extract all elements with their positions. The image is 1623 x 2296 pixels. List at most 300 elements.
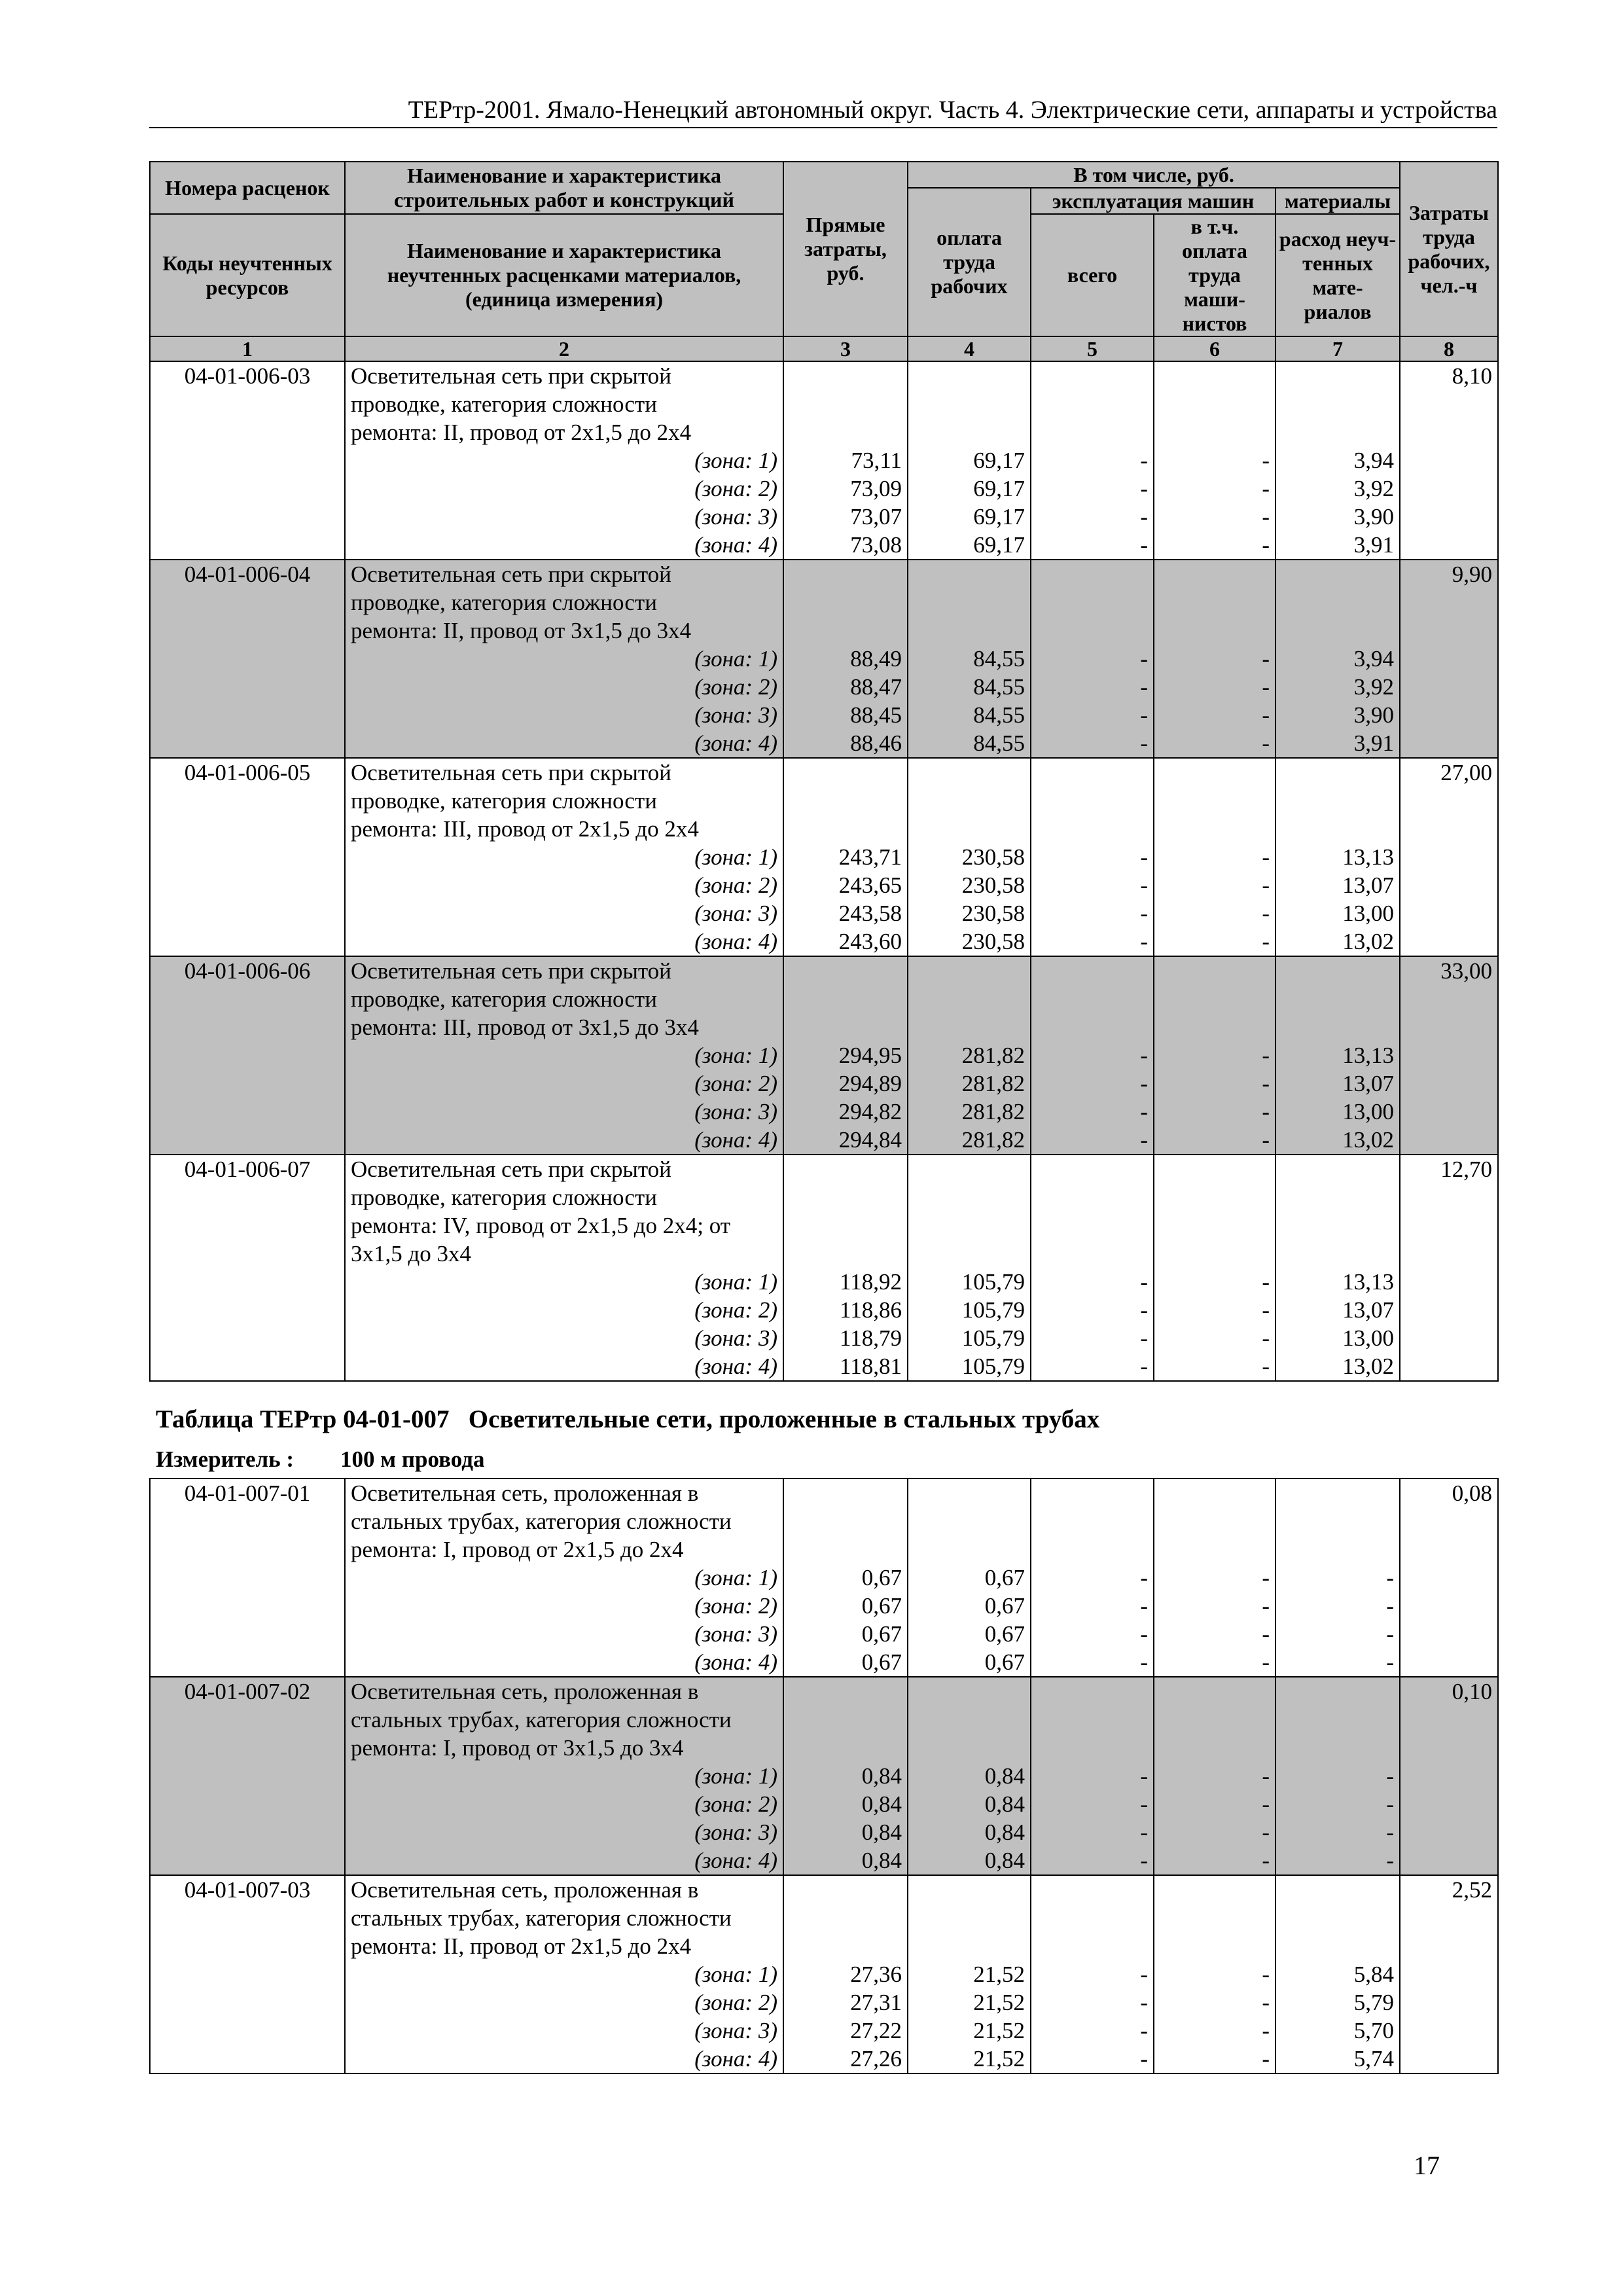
value-incl: - [1262,1763,1270,1789]
cell-incl [1154,1155,1275,1381]
spacer [914,1479,1025,1507]
cell-labor: 2,52 [1400,1875,1498,2073]
spacer [1037,759,1148,787]
spacer [1281,1932,1394,1960]
spacer [1160,957,1270,985]
value-direct: 294,95 [838,1043,902,1068]
value-direct: 294,89 [838,1071,902,1096]
value-pay: 69,17 [973,532,1025,558]
zone-label: (зона: 3) [694,504,777,529]
value-incl: - [1262,929,1270,954]
spacer [1037,1183,1148,1211]
value-incl: - [1262,730,1270,756]
value-mat: 13,13 [1342,1269,1394,1295]
cell-pay [908,1677,1031,1875]
value-total: - [1140,929,1148,954]
value-total: - [1140,1763,1148,1789]
col-direct-costs: Прямые затраты, руб. [783,162,908,336]
zone-label: (зона: 4) [694,730,777,756]
description-line: стальных трубах, категория сложности [351,1707,732,1732]
cell-labor: 27,00 [1400,758,1498,956]
col-machines-total: всего [1031,214,1154,336]
value-pay: 105,79 [961,1354,1025,1379]
spacer [1160,787,1270,815]
value-direct: 88,46 [850,730,902,756]
spacer [789,1211,902,1240]
value-direct: 88,45 [850,702,902,728]
spacer [1281,815,1394,843]
col-machinist-pay: в т.ч. оплата труда маши-нистов [1154,214,1275,336]
spacer [1037,617,1148,645]
value-pay: 21,52 [973,2018,1025,2043]
spacer [1037,560,1148,588]
table1-body [150,361,1498,1381]
description-line: Осветительная сеть при скрытой [351,562,671,587]
cell-incl [1154,956,1275,1155]
spacer [789,1677,902,1706]
zone-label: (зона: 2) [694,1593,777,1619]
column-numbers-row [150,336,1498,361]
rate-description [345,956,783,1155]
value-incl: - [1262,844,1270,870]
cell-total [1031,758,1154,956]
spacer [789,1734,902,1762]
value-direct: 294,82 [838,1099,902,1124]
spacer [789,560,902,588]
col-labor-pay: оплата труда рабочих [908,188,1031,336]
spacer [1037,1876,1148,1904]
spacer [1037,1211,1148,1240]
value-direct: 73,08 [850,532,902,558]
value-total: - [1140,646,1148,672]
description-line: проводке, категория сложности [351,1185,657,1210]
rate-code: 04-01-007-02 [150,1677,345,1875]
section-heading: Осветительные сети, проложенные в стальных трубах [468,1405,1100,1433]
value-mat: 13,00 [1342,901,1394,926]
spacer [1037,362,1148,390]
spacer [914,815,1025,843]
cell-pay [908,560,1031,758]
spacer [1160,759,1270,787]
cell-pay [908,1155,1031,1381]
value-direct: 88,49 [850,646,902,672]
cell-mat [1275,361,1400,560]
cell-mat [1275,1677,1400,1875]
zone-label: (зона: 2) [694,1791,777,1817]
spacer [1160,390,1270,418]
spacer [914,985,1025,1013]
column-number-1: 1 [150,336,345,361]
value-incl: - [1262,1269,1270,1295]
spacer [1160,985,1270,1013]
value-total: - [1140,1791,1148,1817]
value-direct: 0,84 [861,1763,902,1789]
value-incl: - [1262,646,1270,672]
spacer [789,1240,902,1268]
column-number-7: 7 [1275,336,1400,361]
cell-total [1031,1155,1154,1381]
spacer [914,957,1025,985]
spacer [789,418,902,446]
cell-total [1031,956,1154,1155]
zone-label: (зона: 1) [694,1043,777,1068]
value-pay: 84,55 [973,674,1025,700]
spacer [914,1734,1025,1762]
zone-label: (зона: 4) [694,2046,777,2072]
value-incl: - [1262,1099,1270,1124]
value-total: - [1140,730,1148,756]
table-row [150,1875,1498,2073]
value-pay: 21,52 [973,1962,1025,1987]
spacer [914,1904,1025,1932]
rate-description [345,1875,783,2073]
spacer [789,985,902,1013]
value-direct: 118,92 [840,1269,902,1295]
spacer [789,815,902,843]
spacer [1281,560,1394,588]
cell-total [1031,1875,1154,2073]
value-direct: 294,84 [838,1127,902,1153]
spacer [1037,1240,1148,1268]
rate-description [345,361,783,560]
table-row [150,560,1498,758]
spacer [1037,1013,1148,1041]
value-pay: 69,17 [973,476,1025,501]
value-direct: 27,22 [850,2018,902,2043]
spacer [914,588,1025,617]
value-mat: 3,90 [1353,702,1394,728]
col-labor: Затраты труда рабочих, чел.-ч [1400,162,1498,336]
spacer [914,1706,1025,1734]
spacer [1160,1155,1270,1183]
zone-label: (зона: 1) [694,1763,777,1789]
value-direct: 0,84 [861,1820,902,1845]
cell-mat [1275,560,1400,758]
zone-label: (зона: 1) [694,1962,777,1987]
spacer [1037,957,1148,985]
spacer [1281,957,1394,985]
cell-direct [783,1479,908,1677]
rate-description [345,1155,783,1381]
description-line: Осветительная сеть при скрытой [351,958,671,984]
cell-incl [1154,1479,1275,1677]
value-total: - [1140,1962,1148,1987]
spacer [914,1211,1025,1240]
rate-code: 04-01-007-03 [150,1875,345,2073]
value-pay: 0,84 [984,1848,1025,1873]
table-row [150,1479,1498,1677]
zone-label: (зона: 4) [694,1649,777,1675]
value-pay: 281,82 [961,1071,1025,1096]
cell-direct [783,1155,908,1381]
cell-mat [1275,758,1400,956]
value-pay: 84,55 [973,702,1025,728]
value-total: - [1140,1649,1148,1675]
spacer [1281,1507,1394,1535]
value-mat: 3,94 [1353,646,1394,672]
spacer [1281,362,1394,390]
table2-body [150,1479,1498,2073]
column-number-6: 6 [1154,336,1275,361]
spacer [1281,1240,1394,1268]
value-total: - [1140,448,1148,473]
description-line: 3х1,5 до 3х4 [351,1241,472,1266]
spacer [1037,1479,1148,1507]
rate-code: 04-01-006-04 [150,560,345,758]
zone-label: (зона: 3) [694,1621,777,1647]
value-total: - [1140,674,1148,700]
description-line: проводке, категория сложности [351,391,657,417]
spacer [914,1677,1025,1706]
value-direct: 118,79 [840,1325,902,1351]
value-direct: 118,81 [840,1354,902,1379]
col-machines: эксплуатация машин [1031,188,1275,214]
value-direct: 73,09 [850,476,902,501]
value-mat: 3,94 [1353,448,1394,473]
spacer [1037,1507,1148,1535]
value-pay: 0,84 [984,1791,1025,1817]
table-row [150,1677,1498,1875]
spacer [1160,1013,1270,1041]
cell-pay [908,1875,1031,2073]
rate-code: 04-01-007-01 [150,1479,345,1677]
spacer [1281,1706,1394,1734]
value-pay: 0,84 [984,1820,1025,1845]
cell-incl [1154,560,1275,758]
cell-pay [908,758,1031,956]
spacer [1281,617,1394,645]
spacer [789,362,902,390]
value-total: - [1140,1354,1148,1379]
spacer [789,1904,902,1932]
description-line: проводке, категория сложности [351,788,657,814]
value-direct: 243,60 [838,929,902,954]
spacer [1160,362,1270,390]
spacer [789,1706,902,1734]
value-mat: 5,70 [1353,2018,1394,2043]
zone-label: (зона: 3) [694,1820,777,1845]
cell-incl [1154,1677,1275,1875]
zone-label: (зона: 2) [694,1297,777,1323]
value-pay: 281,82 [961,1127,1025,1153]
cell-direct [783,560,908,758]
zone-label: (зона: 2) [694,1990,777,2015]
spacer [914,1013,1025,1041]
value-mat: - [1386,1593,1394,1619]
value-mat: 13,00 [1342,1099,1394,1124]
value-total: - [1140,1621,1148,1647]
cell-mat [1275,1479,1400,1677]
spacer [914,617,1025,645]
zone-label: (зона: 2) [694,476,777,501]
cell-incl [1154,758,1275,956]
zone-label: (зона: 1) [694,646,777,672]
spacer [1281,1535,1394,1564]
spacer [1160,1535,1270,1564]
spacer [1281,1677,1394,1706]
meter-label: Измеритель : [156,1446,294,1472]
spacer [789,390,902,418]
table-row [150,956,1498,1155]
value-direct: 0,67 [861,1621,902,1647]
zone-label: (зона: 4) [694,1848,777,1873]
cell-labor: 33,00 [1400,956,1498,1155]
value-mat: - [1386,1565,1394,1590]
spacer [1037,1535,1148,1564]
cell-direct [783,361,908,560]
spacer [1160,588,1270,617]
zone-label: (зона: 3) [694,2018,777,2043]
cell-mat [1275,1155,1400,1381]
spacer [1281,759,1394,787]
value-direct: 73,11 [851,448,902,473]
value-pay: 230,58 [961,844,1025,870]
spacer [914,1876,1025,1904]
value-direct: 0,84 [861,1791,902,1817]
description-line: Осветительная сеть, проложенная в [351,1679,699,1704]
value-total: - [1140,702,1148,728]
spacer [1160,1734,1270,1762]
value-mat: 13,02 [1342,1354,1394,1379]
value-total: - [1140,1848,1148,1873]
value-direct: 27,36 [850,1962,902,1987]
spacer [1037,815,1148,843]
description-line: Осветительная сеть при скрытой [351,1157,671,1182]
description-line: ремонта: I, провод от 3х1,5 до 3х4 [351,1735,684,1761]
rate-description [345,1479,783,1677]
spacer [1281,1183,1394,1211]
value-incl: - [1262,1621,1270,1647]
value-mat: 5,84 [1353,1962,1394,1987]
value-mat: 5,79 [1353,1990,1394,2015]
page-header: ТЕРтр-2001. Ямало-Ненецкий автономный округ. Часть 4. Электрические сети, аппараты и устройства [149,96,1497,128]
cell-incl [1154,361,1275,560]
cell-total [1031,1677,1154,1875]
spacer [1037,390,1148,418]
spacer [1281,1904,1394,1932]
cell-incl [1154,1875,1275,2073]
spacer [914,1535,1025,1564]
value-mat: 13,07 [1342,1071,1394,1096]
spacer [789,1183,902,1211]
value-pay: 230,58 [961,929,1025,954]
value-total: - [1140,1820,1148,1845]
spacer [1037,1904,1148,1932]
value-incl: - [1262,1325,1270,1351]
rate-code: 04-01-006-03 [150,361,345,560]
spacer [1037,418,1148,446]
spacer [1160,617,1270,645]
spacer [789,1876,902,1904]
value-incl: - [1262,2046,1270,2072]
value-pay: 0,67 [984,1565,1025,1590]
value-direct: 88,47 [850,674,902,700]
value-direct: 73,07 [850,504,902,529]
value-pay: 0,67 [984,1649,1025,1675]
description-line: ремонта: II, провод от 2х1,5 до 2х4 [351,1933,692,1959]
value-pay: 105,79 [961,1297,1025,1323]
value-incl: - [1262,504,1270,529]
zone-label: (зона: 2) [694,872,777,898]
value-mat: 13,00 [1342,1325,1394,1351]
cell-labor: 0,10 [1400,1677,1498,1875]
spacer [914,418,1025,446]
col-codes: Коды неучтенных ресурсов [150,214,345,336]
spacer [914,1507,1025,1535]
section-title [156,1405,1099,1435]
spacer [1281,1211,1394,1240]
spacer [1281,588,1394,617]
zone-label: (зона: 4) [694,1354,777,1379]
value-incl: - [1262,2018,1270,2043]
spacer [789,1479,902,1507]
zone-label: (зона: 1) [694,1269,777,1295]
zone-label: (зона: 1) [694,844,777,870]
value-total: - [1140,2046,1148,2072]
spacer [1160,1507,1270,1535]
cell-total [1031,560,1154,758]
value-total: - [1140,1593,1148,1619]
spacer [914,390,1025,418]
value-mat: 13,13 [1342,844,1394,870]
value-mat: 3,92 [1353,476,1394,501]
spacer [1281,1013,1394,1041]
value-total: - [1140,504,1148,529]
value-total: - [1140,1990,1148,2015]
spacer [1037,1932,1148,1960]
description-line: ремонта: I, провод от 2х1,5 до 2х4 [351,1537,684,1562]
spacer [914,362,1025,390]
cell-labor: 0,08 [1400,1479,1498,1677]
zone-label: (зона: 3) [694,901,777,926]
value-mat: 3,91 [1353,532,1394,558]
description-line: стальных трубах, категория сложности [351,1509,732,1534]
value-pay: 281,82 [961,1099,1025,1124]
value-incl: - [1262,1990,1270,2015]
value-pay: 21,52 [973,2046,1025,2072]
value-direct: 0,67 [861,1565,902,1590]
spacer [1281,1479,1394,1507]
spacer [914,1155,1025,1183]
value-incl: - [1262,532,1270,558]
spacer [1160,418,1270,446]
value-pay: 281,82 [961,1043,1025,1068]
col-materials: материалы [1275,188,1400,214]
col-name-top: Наименование и характеристика строительных работ и конструкций [345,162,783,214]
rates-table [149,161,1499,1382]
value-total: - [1140,901,1148,926]
col-rate-numbers: Номера расценок [150,162,345,214]
cell-mat [1275,1875,1400,2073]
zone-label: (зона: 4) [694,1127,777,1153]
value-direct: 243,65 [838,872,902,898]
table-row [150,758,1498,956]
value-mat: - [1386,1820,1394,1845]
zone-label: (зона: 4) [694,532,777,558]
spacer [1037,1734,1148,1762]
zone-label: (зона: 4) [694,929,777,954]
value-incl: - [1262,1649,1270,1675]
section-label: Таблица ТЕРтр 04-01-007 [156,1405,450,1433]
meter-value: 100 м провода [340,1446,485,1472]
spacer [1160,560,1270,588]
cell-mat [1275,956,1400,1155]
spacer [1281,787,1394,815]
column-number-2: 2 [345,336,783,361]
value-incl: - [1262,674,1270,700]
value-incl: - [1262,702,1270,728]
value-mat: 3,92 [1353,674,1394,700]
